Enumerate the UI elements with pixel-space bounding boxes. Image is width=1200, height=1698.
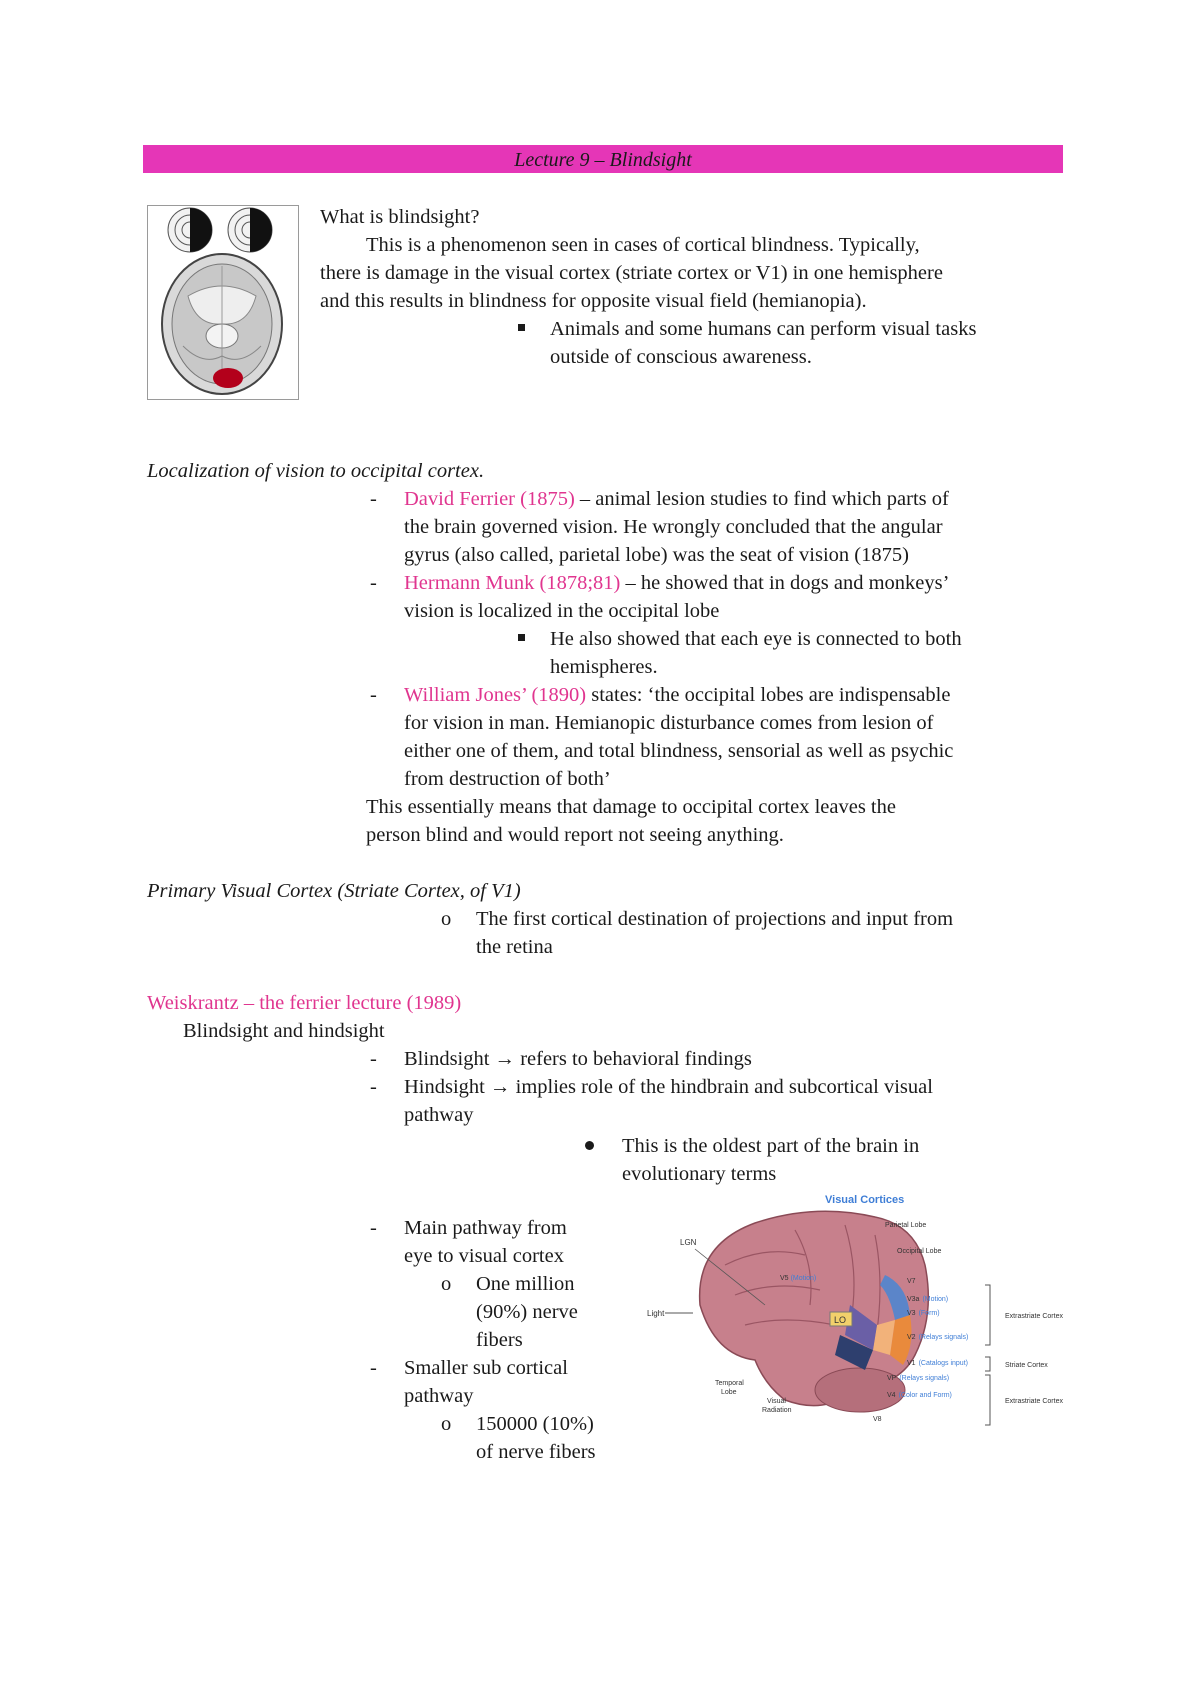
v3-label: V3 (Form) <box>907 1310 940 1317</box>
visual-cortices-figure <box>645 1185 1095 1450</box>
square-bullet-icon <box>518 324 525 331</box>
weiskrantz-heading: Weiskrantz – the ferrier lecture (1989) <box>147 992 462 1014</box>
munk-rest: – he showed that in dogs and monkeys’ <box>620 572 950 594</box>
small-pathway-sub: of nerve fibers <box>476 1441 596 1463</box>
brain-scan-image <box>147 205 299 400</box>
dash-marker: - <box>370 488 377 510</box>
jones-rest: states: ‘the occipital lobes are indispensable <box>586 684 951 706</box>
extrastriate-label: Extrastriate Cortex <box>1005 1398 1063 1405</box>
small-pathway-line: Smaller sub cortical <box>404 1357 568 1379</box>
arrow-icon: → <box>490 1076 511 1098</box>
page-title: Lecture 9 – Blindsight <box>514 149 692 171</box>
extrastriate-label: Extrastriate Cortex <box>1005 1313 1063 1320</box>
intro-bullet-line: outside of conscious awareness. <box>550 346 812 368</box>
v1-bullet-line: The first cortical destination of projections and input from <box>476 908 954 930</box>
v1-label: V1 (Catalogs input) <box>907 1360 968 1367</box>
lgn-label: LGN <box>680 1238 697 1247</box>
blindsight-term: Blindsight <box>404 1048 495 1070</box>
v1-heading: Primary Visual Cortex (Striate Cortex, of V1) <box>147 880 521 902</box>
dash-marker: - <box>370 572 377 594</box>
munk-sub-line: He also showed that each eye is connected to both <box>550 628 962 650</box>
dot-bullet-line: This is the oldest part of the brain in <box>622 1135 920 1157</box>
munk-entry <box>404 569 949 597</box>
intro-line: there is damage in the visual cortex (striate cortex or V1) in one hemisphere <box>320 262 943 284</box>
arrow-icon: → <box>494 1048 516 1070</box>
dash-marker: - <box>370 1357 377 1379</box>
circle-bullet-marker: o <box>441 908 452 930</box>
lo-label: LO <box>834 1315 847 1325</box>
ferrier-name: David Ferrier (1875) <box>404 488 575 510</box>
jones-line: from destruction of both’ <box>404 768 611 790</box>
dash-marker: - <box>370 684 377 706</box>
localization-heading: Localization of vision to occipital cortex. <box>147 460 485 482</box>
right-target-icon <box>228 208 272 252</box>
jones-name: William Jones’ (1890) <box>404 684 587 706</box>
intro-question: What is blindsight? <box>320 206 480 228</box>
radiation-label: Radiation <box>762 1407 792 1414</box>
v7-label: V7 <box>907 1278 916 1285</box>
v3a-label: V3a (Motion) <box>907 1296 949 1303</box>
circle-bullet-marker: o <box>441 1413 452 1435</box>
occipital-label: Occipital Lobe <box>897 1248 942 1255</box>
circle-bullet-marker: o <box>441 1273 452 1295</box>
summary-line: person blind and would report not seeing anything. <box>366 824 784 846</box>
left-target-icon <box>168 208 212 252</box>
dash-marker: - <box>370 1076 377 1098</box>
ferrier-line: the brain governed vision. He wrongly concluded that the angular <box>404 516 943 538</box>
v5-label: V5 (Motion) <box>780 1275 817 1282</box>
temporal-label: Temporal <box>715 1380 744 1387</box>
v1-bullet-line: the retina <box>476 936 553 958</box>
lobe-label: Lobe <box>721 1389 737 1396</box>
ferrier-entry <box>404 485 949 513</box>
hindsight-term: Hindsight <box>404 1076 490 1098</box>
main-pathway-sub: (90%) nerve <box>476 1301 578 1323</box>
munk-sub-line: hemispheres. <box>550 656 658 678</box>
hindsight-line: pathway <box>404 1104 474 1126</box>
small-pathway-line: pathway <box>404 1385 474 1407</box>
hindsight-desc: implies role of the hindbrain and subcortical visual <box>510 1076 933 1098</box>
light-label: Light <box>647 1309 665 1318</box>
dash-marker: - <box>370 1217 377 1239</box>
main-pathway-sub: fibers <box>476 1329 523 1351</box>
hindsight-line <box>404 1073 933 1101</box>
ferrier-rest: – animal lesion studies to find which parts of <box>574 488 949 510</box>
figure-title: Visual Cortices <box>825 1194 905 1206</box>
munk-name: Hermann Munk (1878;81) <box>404 572 621 594</box>
intro-bullet-line: Animals and some humans can perform visual tasks <box>550 318 977 340</box>
vp-label: VP (Relays signals) <box>887 1375 950 1382</box>
jones-line: either one of them, and total blindness, sensorial as well as psychic <box>404 740 954 762</box>
v2-label: V2 (Relays signals) <box>907 1334 969 1341</box>
jones-line: for vision in man. Hemianopic disturbance comes from lesion of <box>404 712 934 734</box>
striate-label: Striate Cortex <box>1005 1362 1048 1369</box>
intro-line: This is a phenomenon seen in cases of cortical blindness. Typically, <box>366 234 920 256</box>
v4-label: V4 (Color and Form) <box>887 1392 952 1399</box>
dot-bullet-line: evolutionary terms <box>622 1163 777 1185</box>
jones-entry <box>404 681 950 709</box>
summary-line: This essentially means that damage to occipital cortex leaves the <box>366 796 896 818</box>
small-pathway-sub: 150000 (10%) <box>476 1413 594 1435</box>
visual-label: Visual <box>767 1398 786 1405</box>
main-pathway-sub: One million <box>476 1273 575 1295</box>
blindsight-desc: refers to behavioral findings <box>515 1048 752 1070</box>
v8-label: V8 <box>873 1416 882 1423</box>
parietal-label: Parietal Lobe <box>885 1222 927 1229</box>
main-pathway-line: eye to visual cortex <box>404 1245 564 1267</box>
intro-line: and this results in blindness for opposite visual field (hemianopia). <box>320 290 867 312</box>
main-pathway-line: Main pathway from <box>404 1217 567 1239</box>
square-bullet-icon <box>518 634 525 641</box>
dash-marker: - <box>370 1048 377 1070</box>
weiskrantz-subheading: Blindsight and hindsight <box>183 1020 385 1042</box>
title-bar <box>143 145 1063 173</box>
ferrier-line: gyrus (also called, parietal lobe) was the seat of vision (1875) <box>404 544 909 566</box>
blindsight-line <box>404 1045 752 1073</box>
dot-bullet-icon <box>585 1141 594 1150</box>
munk-line: vision is localized in the occipital lobe <box>404 600 720 622</box>
